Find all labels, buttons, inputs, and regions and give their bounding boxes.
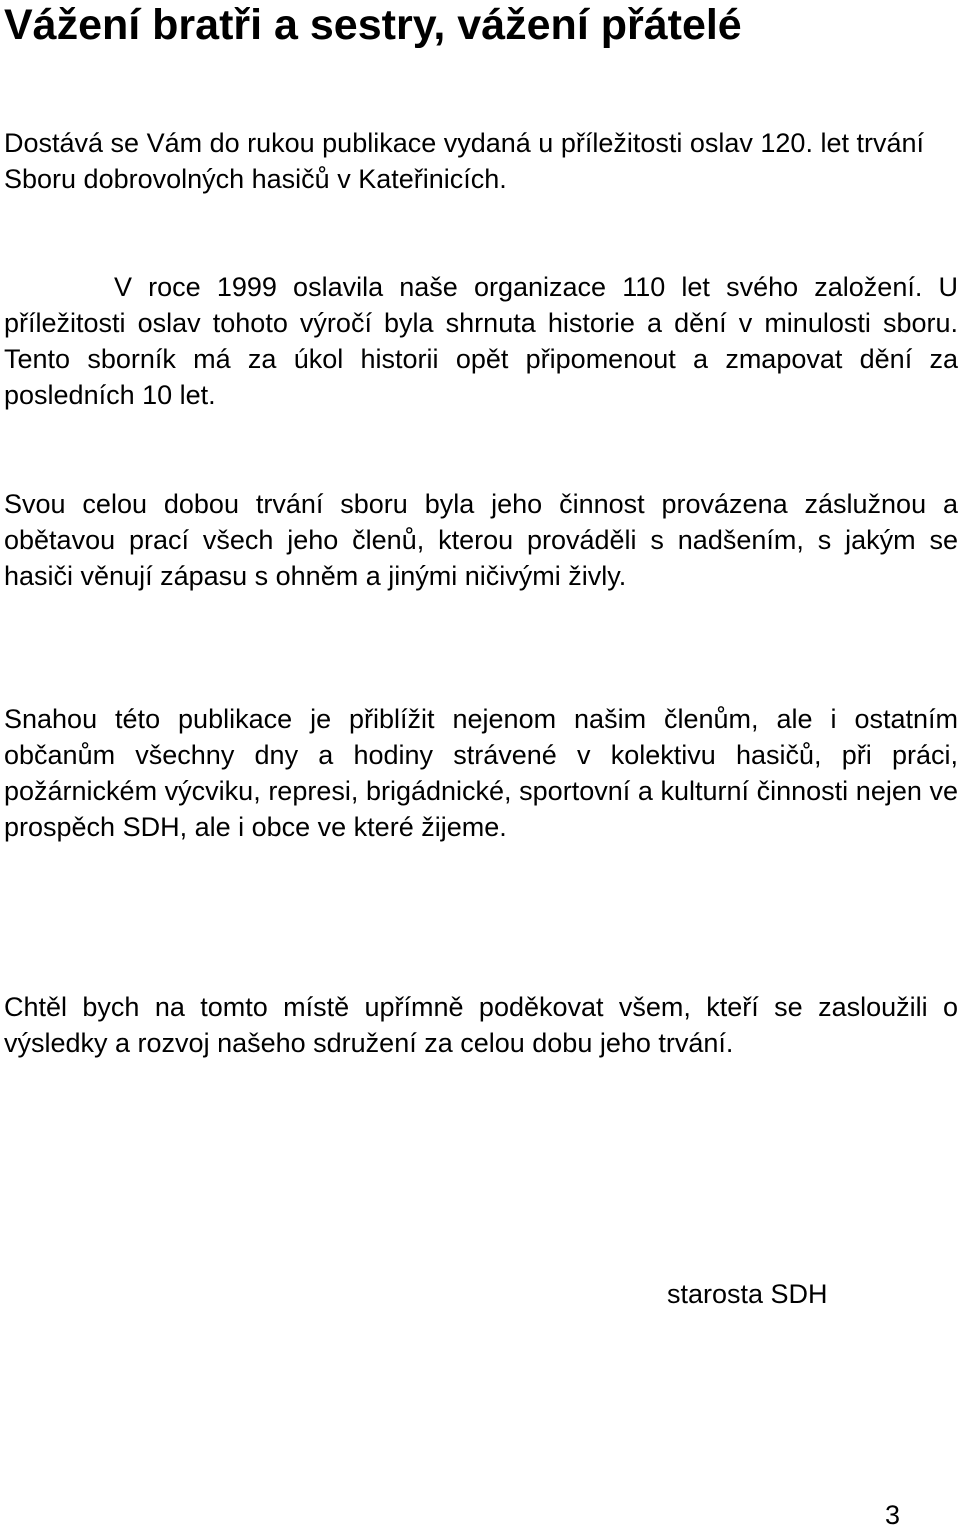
paragraph-history: V roce 1999 oslavila naše organizace 110 let svého založení. U příležitosti oslav tohoto výročí byla shrnuta historie a dění v minulosti sboru. Tento sborník má za úkol historii opět připomenout a zmapovat dění za posledních 10 let. [4, 272, 958, 410]
paragraph-members: Svou celou dobou trvání sboru byla jeho činnost provázena záslužnou a obětavou prací všech jeho členů, kterou prováděli s nadšením, s jakým se hasiči věnují zápasu s ohněm a jinými ničivými živly. [4, 489, 958, 591]
page-title: Vážení bratři a sestry, vážení přátelé [4, 1, 742, 49]
paragraph-purpose: Snahou této publikace je přiblížit nejenom našim členům, ale i ostatním občanům všechny dny a hodiny strávené v kolektivu hasičů, při práci, požárnickém výcviku, represi, brigádnické, sportovní a kulturní činnosti nejen ve prospěch SDH, ale i obce ve které žijeme. [4, 704, 958, 842]
paragraph-thanks: Chtěl bych na tomto místě upřímně poděkovat všem, kteří se zasloužili o výsledky a rozvoj našeho sdružení za celou dobu jeho trvání. [4, 992, 958, 1058]
paragraph-intro: Dostává se Vám do rukou publikace vydaná u příležitosti oslav 120. let trvání Sboru dobrovolných hasičů v Kateřinicích. [4, 128, 924, 194]
signature: starosta SDH [667, 1279, 828, 1309]
page-number: 3 [885, 1500, 901, 1530]
